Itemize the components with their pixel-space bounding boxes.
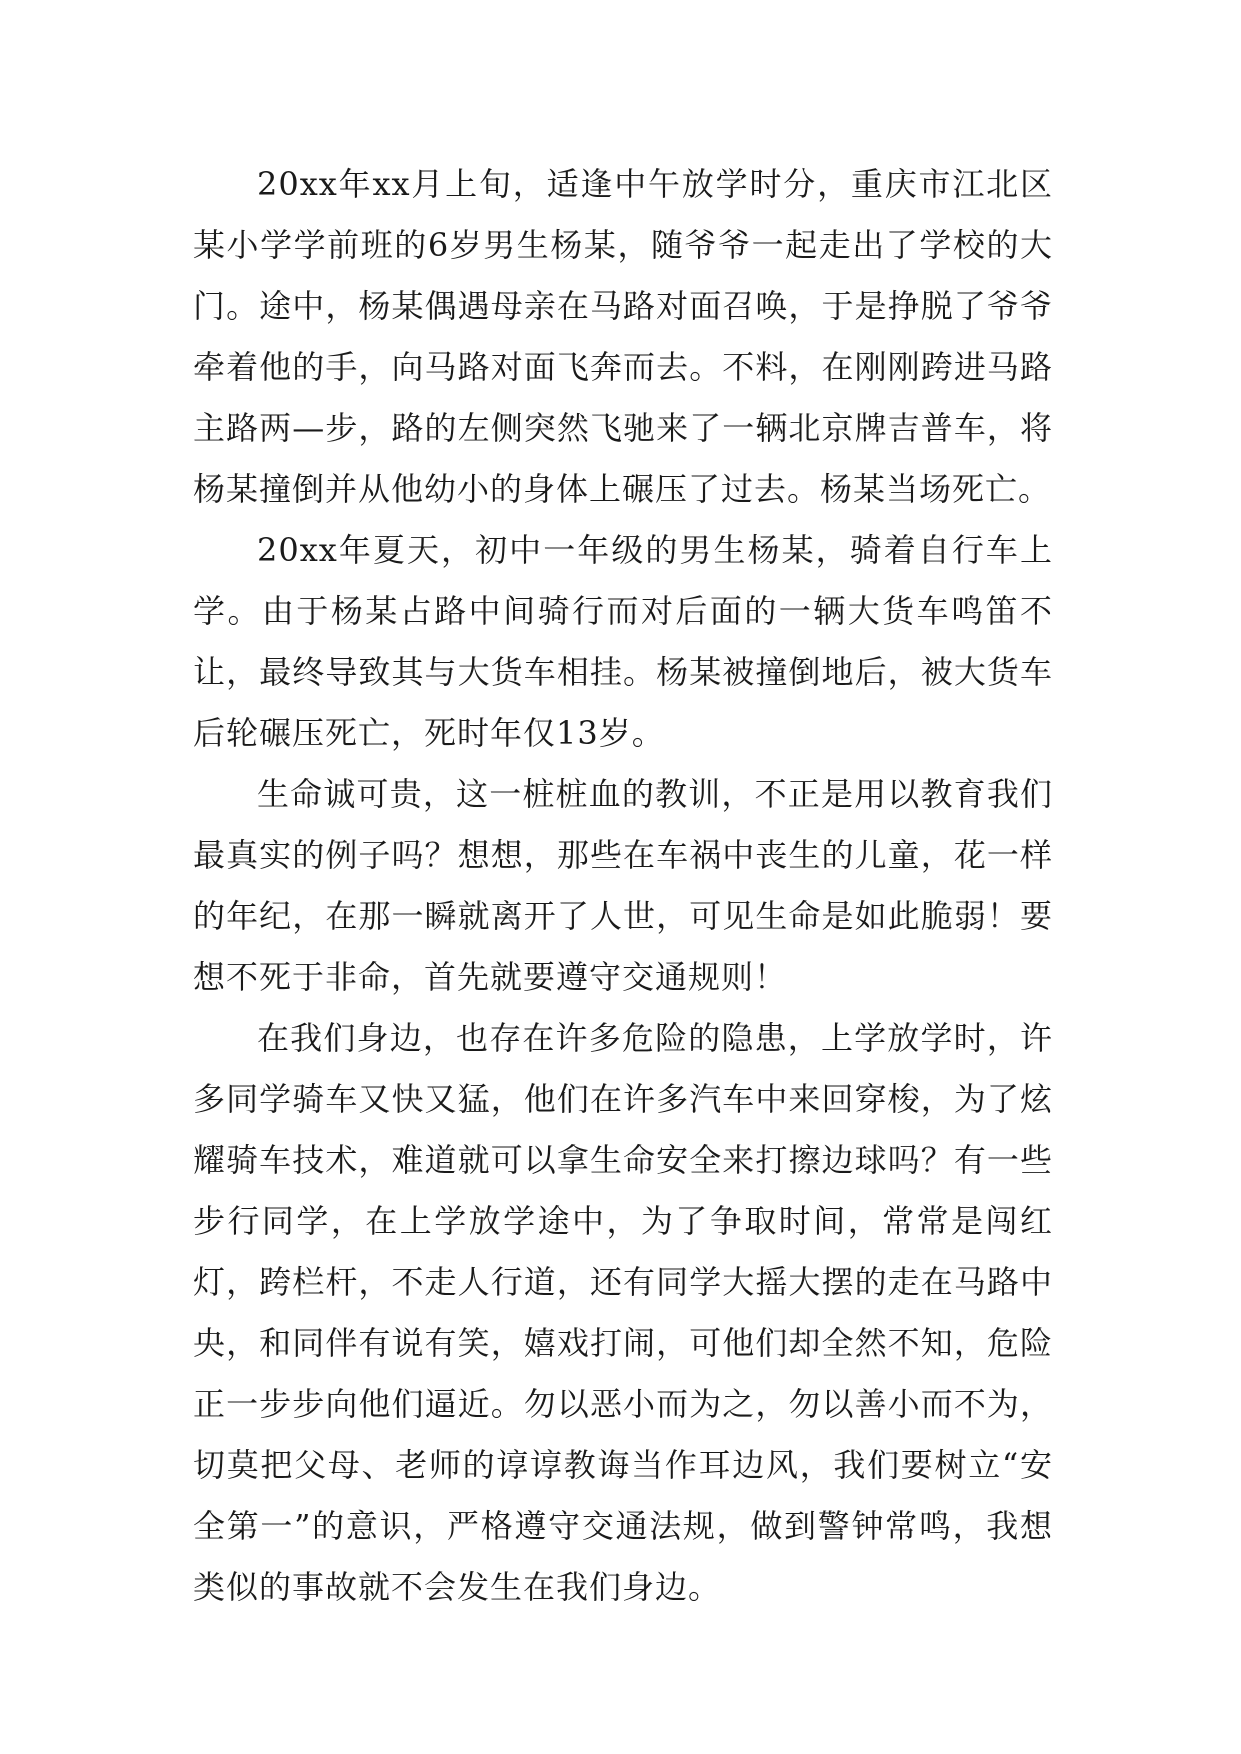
paragraph-3: 生命诚可贵，这一桩桩血的教训，不正是用以教育我们最真实的例子吗？想想，那些在车祸中丧生的儿童，花一样的年纪，在那一瞬就离开了人世，可见生命是如此脆弱！要想不死于非命，首先就要遵守交通规则！ bbox=[193, 775, 1053, 996]
paragraph-2: 20xx年夏天，初中一年级的男生杨某，骑着自行车上学。由于杨某占路中间骑行而对后面的一辆大货车鸣笛不让，最终导致其与大货车相挂。杨某被撞倒地后，被大货车后轮碾压死亡，死时年仅13岁。 bbox=[193, 531, 1053, 752]
paragraph-4: 在我们身边，也存在许多危险的隐患，上学放学时，许多同学骑车又快又猛，他们在许多汽车中来回穿梭，为了炫耀骑车技术，难道就可以拿生命安全来打擦边球吗？有一些步行同学，在上学放学途中，为了争取时间，常常是闯红灯，跨栏杆，不走人行道，还有同学大摇大摆的走在马路中央，和同伴有说有笑，嬉戏打闹，可他们却全然不知，危险正一步步向他们逼近。勿以恶小而为之，勿以善小而不为，切莫把父母、老师的谆谆教诲当作耳边风，我们要树立“安全第一”的意识，严格遵守交通法规，做到警钟常鸣，我想类似的事故就不会发生在我们身边。 bbox=[193, 1019, 1053, 1606]
paragraph-1: 20xx年xx月上旬，适逢中午放学时分，重庆市江北区某小学学前班的6岁男生杨某，随爷爷一起走出了学校的大门。途中，杨某偶遇母亲在马路对面召唤，于是挣脱了爷爷牵着他的手，向马路对面飞奔而去。不料，在刚刚跨进马路主路两—步，路的左侧突然飞驰来了一辆北京牌吉普车，将杨某撞倒并从他幼小的身体上碾压了过去。杨某当场死亡。 bbox=[193, 165, 1053, 508]
document-body bbox=[193, 154, 1053, 1618]
